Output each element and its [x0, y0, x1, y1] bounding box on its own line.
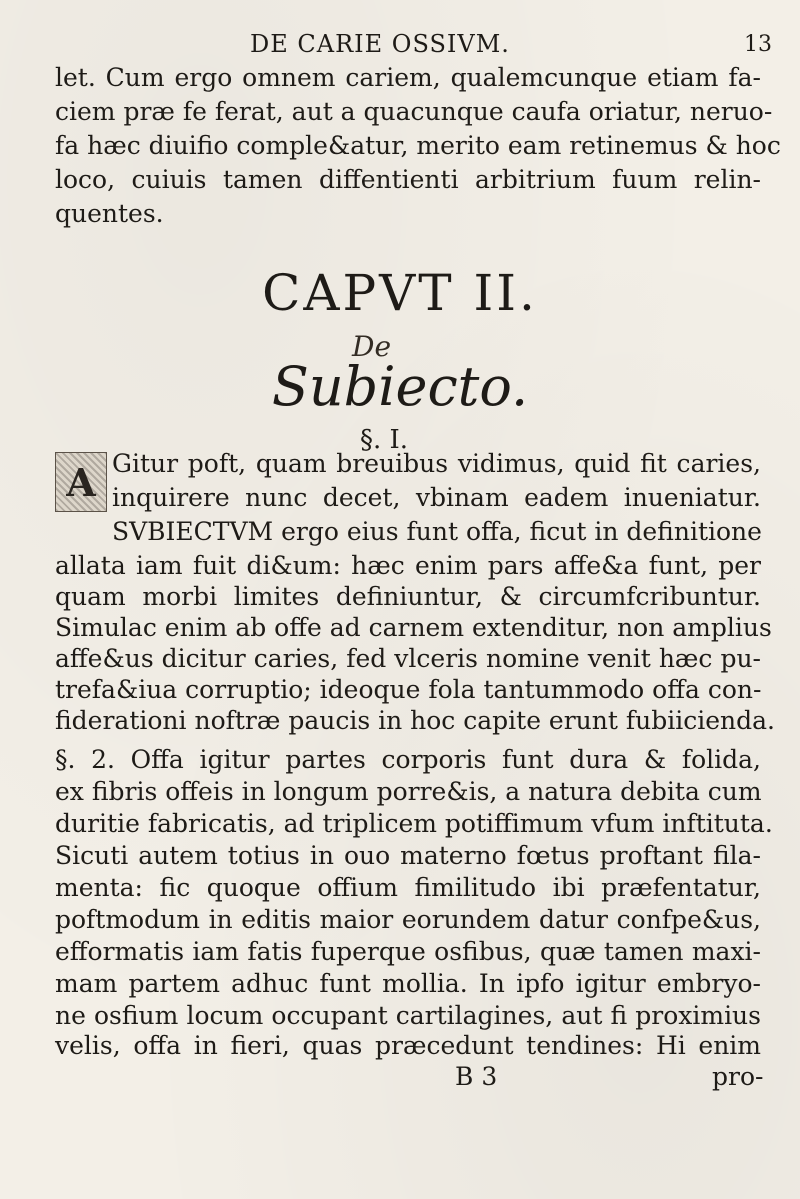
text-line: quentes. [55, 199, 164, 228]
running-head: DE CARIE OSSIVM. [250, 30, 510, 58]
text-line: velis, offa in fieri, quas præcedunt tendines: Hi enim [55, 1031, 761, 1060]
text-line: allata iam fuit di&um: hæc enim pars affe&a funt, per [55, 551, 761, 580]
text-line: §. 2. Offa igitur partes corporis funt dura & folida, [55, 745, 761, 774]
handwritten-annotation: De [352, 330, 392, 363]
text-line: loco, cuiuis tamen diffentienti arbitrium fuum relin- [55, 165, 761, 194]
catchword: pro- [712, 1062, 764, 1091]
text-line: Sicuti autem totius in ouo materno fœtus proftant fila- [55, 841, 761, 870]
chapter-subtitle: Subiecto. [271, 355, 529, 418]
text-line: poftmodum in editis maior eorundem datur confpe&us, [55, 905, 761, 934]
text-line: inquirere nunc decet, vbinam eadem inueniatur. [112, 483, 761, 512]
text-line: ex fibris offeis in longum porre&is, a natura debita cum [55, 777, 762, 806]
text-line: mam partem adhuc funt mollia. In ipfo igitur embryo- [55, 969, 761, 998]
decorated-initial: A [55, 452, 107, 512]
chapter-title: CAPVT II. [262, 264, 538, 322]
text-line: duritie fabricatis, ad triplicem potiffimum vfum inftituta. [55, 809, 773, 838]
signature-mark: B 3 [455, 1062, 498, 1091]
text-line: Gitur poft, quam breuibus vidimus, quid fit caries, [112, 449, 761, 478]
text-line: Simulac enim ab offe ad carnem extenditur, non amplius [55, 613, 772, 642]
text-line: fa hæc diuifio comple&atur, merito eam retinemus & hoc [55, 131, 781, 160]
text-line: let. Cum ergo omnem cariem, qualemcunque etiam fa- [55, 63, 761, 92]
text-line: quam morbi limites definiuntur, & circumfcribuntur. [55, 582, 761, 611]
section-mark: §. I. [360, 425, 409, 455]
text-line: ciem præ fe ferat, aut a quacunque caufa oriatur, neruo- [55, 97, 773, 126]
text-line: fiderationi noftræ paucis in hoc capite erunt fubiicienda. [55, 706, 775, 735]
text-line: SVBIECTVM ergo eius funt offa, ficut in definitione [112, 517, 762, 546]
text-line: menta: fic quoque offium fimilitudo ibi præfentatur, [55, 873, 761, 902]
text-line: efformatis iam fatis fuperque osfibus, quæ tamen maxi- [55, 937, 761, 966]
text-line: affe&us dicitur caries, fed vlceris nomine venit hæc pu- [55, 644, 761, 673]
page-number: 13 [744, 32, 772, 57]
text-line: trefa&iua corruptio; ideoque fola tantummodo offa con- [55, 675, 762, 704]
text-line: ne osfium locum occupant cartilagines, aut fi proximius [55, 1001, 761, 1030]
